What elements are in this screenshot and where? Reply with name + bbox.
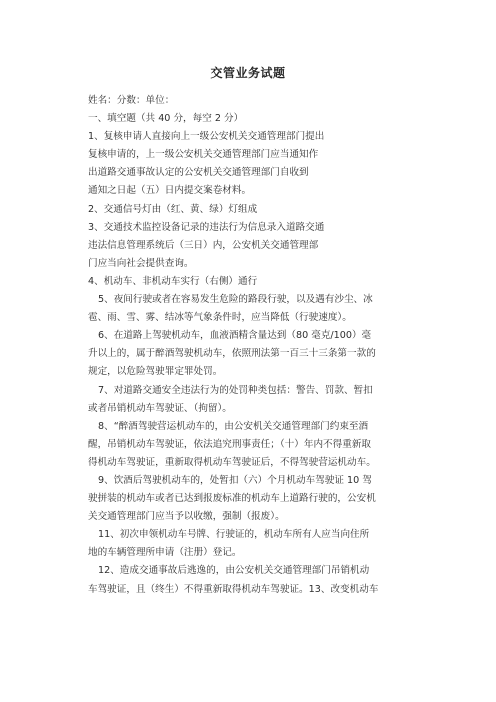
question-line: 2、交通信号灯由（红、黄、绿）灯组成 [88,203,258,215]
question-line: 升以上的，属于醉酒驾驶机动车，依照刑法第一百三十三条第一款的 [88,348,376,360]
question-line: 4、机动车、非机动车实行（右侧）通行 [88,275,258,287]
question-line: 8、“醉酒驾驶营运机动车的，由公安机关交通管理部门约束至酒 [98,420,369,432]
question-line: 出道路交通事故认定的公安机关交通管理部门自收到 [88,167,309,179]
question-line: 通知之日起（五）日内提交案卷材料。 [88,185,252,197]
question-line: 6、在道路上驾驶机动车，血液酒精含量达到（80 毫克/100）毫 [98,330,372,342]
question-line: 或者吊销机动车驾驶证、（拘留）。 [88,402,232,414]
question-line: 1、复核申请人直接向上一级公安机关交通管理部门提出 [88,131,325,143]
question-line: 3、交通技术监控设备记录的违法行为信息录入道路交通 [88,221,325,233]
question-line: 得机动车驾驶证，重新取得机动车驾驶证后，不得驾驶营运机动车。 [88,456,376,468]
question-line: 11、初次申领机动车号牌、行驶证的，机动车所有人应当向住所 [98,529,370,541]
question-line: 驶拼装的机动车或者已达到报废标准的机动车上道路行驶的，公安机 [88,493,376,505]
section-heading: 一、填空题（共 40 分，每空 2 分） [88,113,244,125]
question-line: 雹、雨、雪、雾、结冰等气象条件时，应当降低（行驶速度）。 [88,312,352,324]
question-line: 违法信息管理系统后（三日）内，公安机关交通管理部 [88,239,319,251]
question-line: 醒，吊销机动车驾驶证，依法追究刑事责任；（十）年内不得重新取 [88,438,372,450]
question-line: 地的车辆管理所申请（注册）登记。 [88,547,242,559]
question-line: 5、夜间行驶或者在容易发生危险的路段行驶，以及遇有沙尘、冰 [98,294,373,306]
document-title: 交管业务试题 [210,66,286,80]
question-line: 车驾驶证，且（终生）不得重新取得机动车驾驶证。13、改变机动车 [88,583,379,595]
question-line: 复核申请的，上一级公安机关交通管理部门应当通知作 [88,149,319,161]
document-body [88,92,418,599]
question-line: 9、饮酒后驾驶机动车的，处暂扣（六）个月机动车驾驶证 10 驾 [98,474,372,486]
question-line: 7、对道路交通安全违法行为的处罚种类包括：警告、罚款、暂扣 [98,384,373,396]
question-line: 门应当向社会提供查询。 [88,257,194,269]
question-line: 关交通管理部门应当予以收缴，强制（报废）。 [88,511,285,523]
question-line: 规定，以危险驾驶罪定罪处罚。 [88,366,223,378]
header-fields-line: 姓名：分数：单位： [88,95,175,106]
question-line: 12、造成交通事故后逃逸的，由公安机关交通管理部门吊销机动 [98,565,370,577]
